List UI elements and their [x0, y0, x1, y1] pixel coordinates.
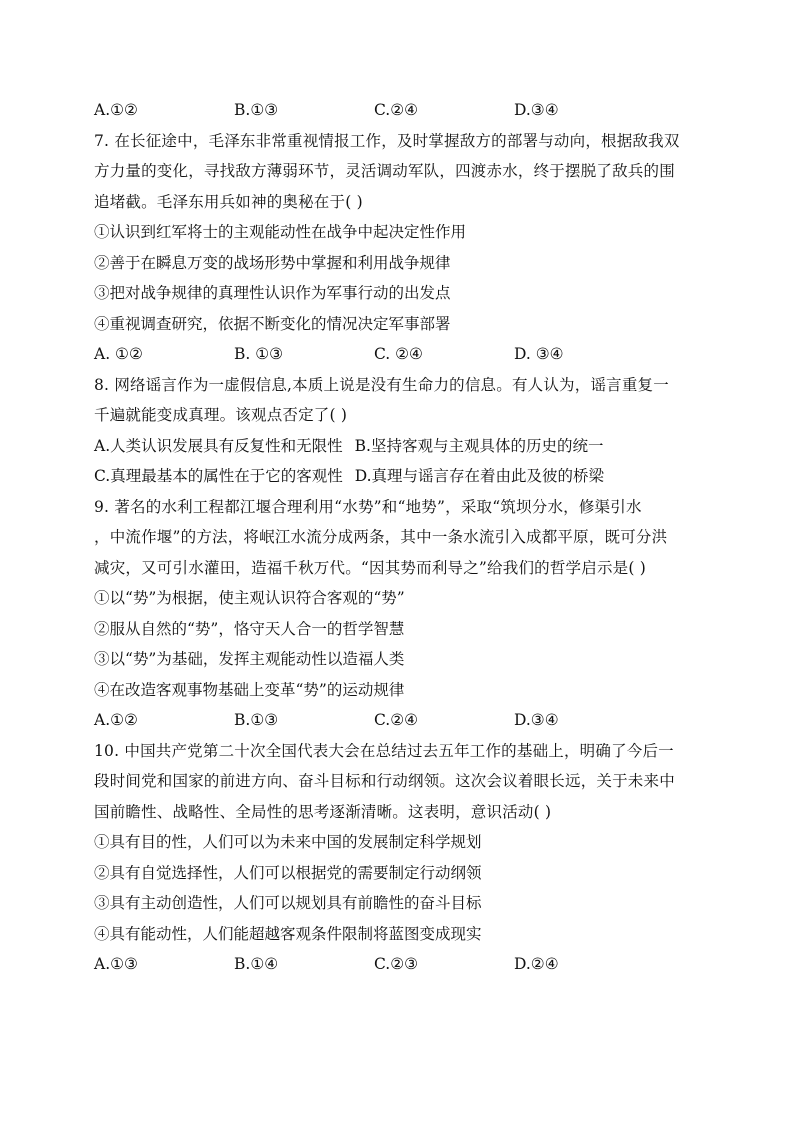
q7-item-3: ③把对战争规律的真理性认识作为军事行动的出发点 — [94, 284, 451, 302]
q10-stem — [94, 736, 704, 828]
q8-option-d: D.真理与谣言存在着由此及彼的桥梁 — [354, 467, 605, 485]
q8-stem — [94, 370, 704, 431]
q9-stem-line: 9. 著名的水利工程都江堰合理利用“水势”和“地势”，采取“筑坝分水，修渠引水 — [94, 497, 642, 516]
q7-item-1: ①认识到红军将士的主观能动性在战争中起决定性作用 — [94, 223, 467, 241]
q10-option-c: C.②③ — [374, 955, 419, 973]
q8-option-c: C.真理最基本的属性在于它的客观性 — [94, 467, 343, 485]
q10-option-a: A.①③ — [94, 955, 138, 973]
q7-option-c: C. ②④ — [374, 345, 423, 363]
q8-options-row-1 — [94, 431, 704, 462]
q10-item-3: ③具有主动创造性，人们可以规划具有前瞻性的奋斗目标 — [94, 894, 482, 912]
q10-item-1: ①具有目的性，人们可以为未来中国的发展制定科学规划 — [94, 833, 482, 851]
q10-stem-line: 10. 中国共产党第二十次全国代表大会在总结过去五年工作的基础上，明确了今后一 — [94, 741, 674, 760]
q8-stem-line: 千遍就能变成真理。该观点否定了( ) — [94, 406, 348, 424]
q6-option-a: A.①② — [94, 101, 138, 119]
q7-option-b: B. ①③ — [234, 345, 284, 363]
q9-item-2: ②服从自然的“势”，恪守天人合一的哲学智慧 — [94, 619, 405, 638]
q10-items — [94, 827, 704, 949]
q10-option-b: B.①④ — [234, 955, 279, 973]
q8-option-b: B.坚持客观与主观具体的历史的统一 — [354, 436, 604, 455]
q10-option-d: D.②④ — [514, 955, 559, 973]
q7-stem-line: 追堵截。毛泽东用兵如神的奥秘在于( ) — [94, 192, 363, 211]
q9-option-a: A.①② — [94, 711, 138, 729]
q7-stem — [94, 126, 704, 218]
q10-item-4: ④具有能动性，人们能超越客观条件限制将蓝图变成现实 — [94, 924, 482, 943]
q9-option-b: B.①③ — [234, 711, 279, 729]
q7-item-4: ④重视调查研究，依据不断变化的情况决定军事部署 — [94, 314, 451, 333]
q9-stem-line: 减灾，又可引水灌田，造福千秋万代。“因其势而利导之”给我们的哲学启示是( ) — [94, 558, 646, 577]
q7-option-a: A. ①② — [94, 345, 143, 363]
q6-options — [94, 95, 704, 126]
q10-stem-line: 国前瞻性、战略性、全局性的思考逐渐清晰。这表明，意识活动( ) — [94, 802, 552, 821]
q9-item-3: ③以“势”为基础，发挥主观能动性以造福人类 — [94, 650, 405, 668]
q7-stem-line: 7. 在长征途中，毛泽东非常重视情报工作，及时掌握敌方的部署与动向，根据敌我双 — [94, 131, 680, 150]
q7-items — [94, 217, 704, 339]
q9-items — [94, 583, 704, 705]
q8-options-row-2 — [94, 461, 704, 492]
q9-stem — [94, 492, 704, 584]
q8-option-a: A.人类认识发展具有反复性和无限性 — [94, 436, 343, 455]
q9-option-d: D.③④ — [514, 711, 559, 729]
q9-item-1: ①以“势”为根据，使主观认识符合客观的“势” — [94, 589, 405, 607]
q6-option-b: B.①③ — [234, 101, 279, 119]
q10-stem-line: 段时间党和国家的前进方向、奋斗目标和行动纲领。这次会议着眼长远，关于未来中 — [94, 772, 675, 790]
q7-item-2: ②善于在瞬息万变的战场形势中掌握和利用战争规律 — [94, 253, 451, 272]
q10-options — [94, 949, 704, 980]
q6-option-c: C.②④ — [374, 101, 419, 119]
q9-options — [94, 705, 704, 736]
q9-stem-line: ，中流作堰”的方法，将岷江水流分成两条，其中一条水流引入成都平原，既可分洪 — [94, 528, 668, 546]
q7-option-d: D. ③④ — [514, 345, 564, 363]
exam-page — [94, 95, 704, 980]
q10-item-2: ②具有自觉选择性，人们可以根据党的需要制定行动纲领 — [94, 863, 482, 882]
q8-stem-line: 8. 网络谣言作为一虚假信息,本质上说是没有生命力的信息。有人认为，谣言重复一 — [94, 375, 669, 394]
q7-options — [94, 339, 704, 370]
q9-item-4: ④在改造客观事物基础上变革“势”的运动规律 — [94, 680, 405, 699]
q9-option-c: C.②④ — [374, 711, 419, 729]
q7-stem-line: 方力量的变化，寻找敌方薄弱环节，灵活调动军队，四渡赤水，终于摆脱了敌兵的围 — [94, 162, 675, 180]
q6-option-d: D.③④ — [514, 101, 559, 119]
